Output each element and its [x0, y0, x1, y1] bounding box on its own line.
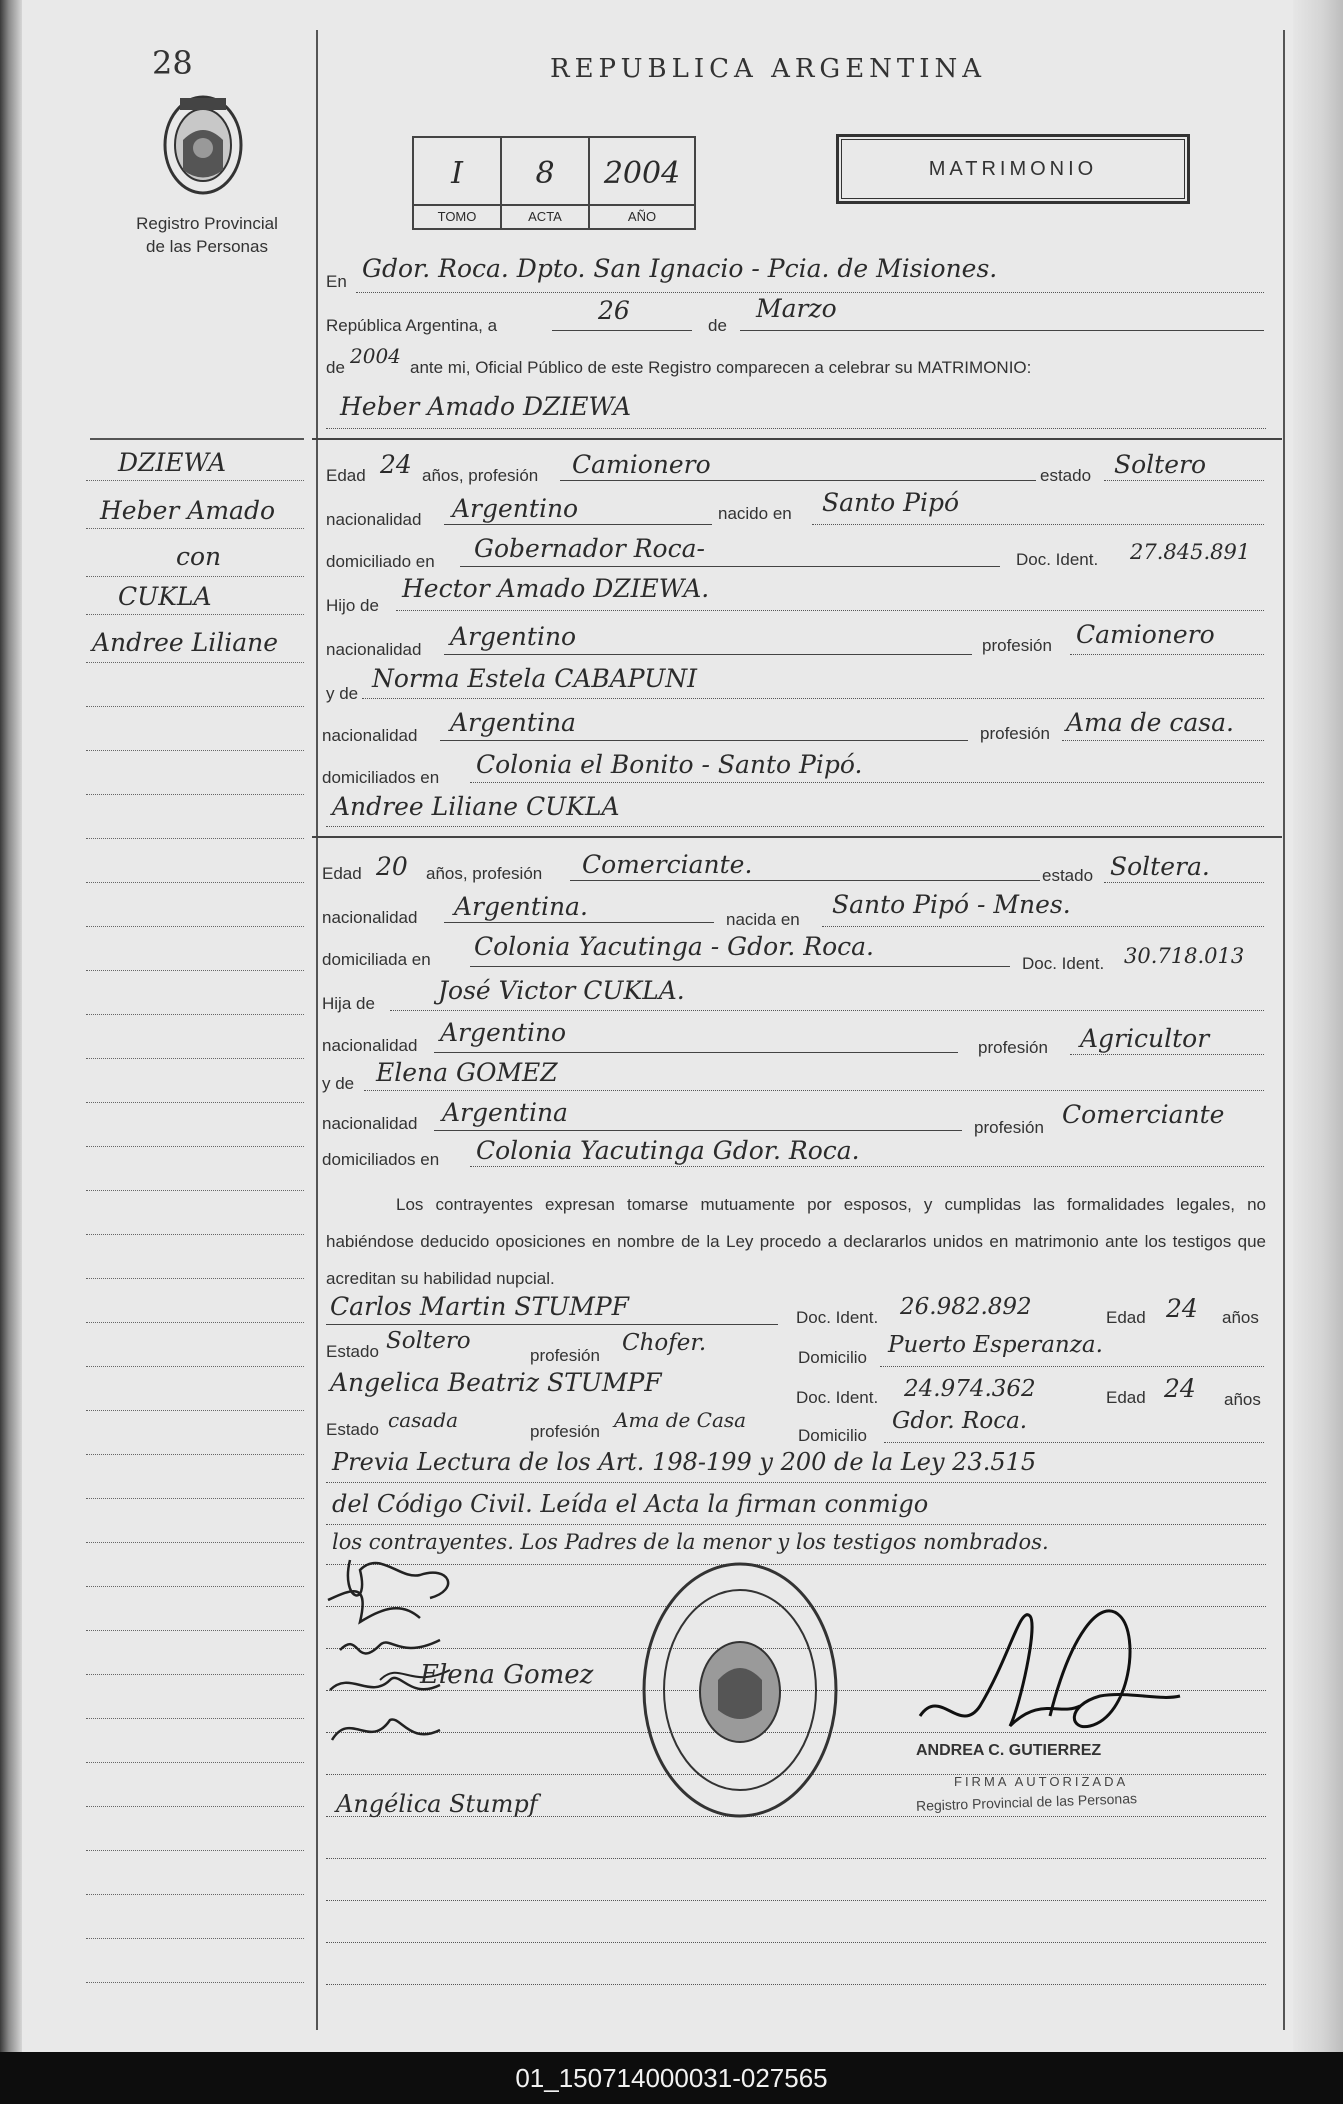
fill-line [1070, 1054, 1264, 1055]
section-rule [312, 836, 1282, 838]
bride-father-nat: Argentino [440, 1018, 567, 1047]
acta-label: ACTA [502, 204, 588, 228]
witness1-estado: Soltero [386, 1328, 471, 1354]
witness1-prof: Chofer. [622, 1330, 707, 1356]
groom-nacido-label: nacido en [718, 504, 792, 523]
gomez-signature: Elena Gomez [420, 1660, 594, 1690]
binding-edge [0, 0, 22, 2052]
groom-father-prof-label: profesión [982, 636, 1052, 655]
fill-line [434, 1052, 958, 1053]
ano-value: 2004 [603, 156, 681, 191]
witness2-prof-label: profesión [530, 1422, 600, 1441]
witness2-dom: Gdor. Roca. [892, 1408, 1028, 1434]
fill-line [326, 1942, 1266, 1943]
groom-profession: Camionero [572, 450, 711, 479]
bride-mother-prof: Comerciante [1062, 1100, 1225, 1129]
coat-of-arms-icon [158, 90, 248, 200]
fill-line [326, 1324, 778, 1325]
groom-profesion-label: años, profesión [422, 466, 539, 485]
groom-father-nat-label: nacionalidad [326, 640, 422, 659]
fill-line [326, 1482, 1266, 1483]
witness1-dom: Puerto Esperanza. [888, 1332, 1103, 1358]
angelica-signature: Angélica Stumpf [336, 1790, 538, 1818]
fill-line [326, 1524, 1266, 1525]
margin-line [86, 1014, 304, 1015]
officer-caption: FIRMA AUTORIZADA [954, 1774, 1129, 1789]
bride-birthplace: Santo Pipó - Mnes. [832, 890, 1071, 919]
margin-line [86, 528, 304, 529]
margin-line [86, 1410, 304, 1411]
declaration-text: Los contrayentes expresan tomarse mutuamente por esposos, y cumplidas las formalidades legales, no habiéndose deducido oposiciones en nombre de la Ley procedo a declararlos unidos en matrimonio ante los testigos que acreditan su habilidad nupcial. [326, 1195, 1266, 1288]
groom-estado: Soltero [1114, 450, 1207, 479]
margin-line [86, 576, 304, 577]
margin-line [86, 838, 304, 839]
witness1-dom-label: Domicilio [798, 1348, 867, 1367]
registry-name: Registro Provincial de las Personas [136, 214, 278, 256]
groom-mother-nat-label: nacionalidad [322, 726, 418, 745]
margin-line [86, 706, 304, 707]
margin-line [86, 1454, 304, 1455]
ano-cell [590, 138, 694, 228]
margin-line [86, 926, 304, 927]
groom-doc-label: Doc. Ident. [1016, 550, 1099, 569]
fill-line [356, 292, 1264, 293]
acta-value: 8 [535, 156, 555, 191]
closing-line3: los contrayentes. Los Padres de la menor y los testigos nombrados. [332, 1530, 1049, 1554]
bride-dom-label: domiciliada en [322, 950, 431, 969]
fill-line [740, 330, 1264, 331]
margin-line [86, 1938, 304, 1939]
country-title: REPUBLICA ARGENTINA [550, 54, 987, 84]
en-label: En [326, 272, 347, 291]
fill-line [390, 1010, 1264, 1011]
margin-line [86, 970, 304, 971]
bride-father: José Victor CUKLA. [438, 976, 685, 1005]
fill-line [470, 966, 1010, 967]
margin-line [86, 1278, 304, 1279]
margin-line [86, 882, 304, 883]
fill-line [444, 654, 972, 655]
tomo-cell [414, 138, 502, 228]
fill-line [440, 740, 968, 741]
ante-label: ante mi, Oficial Público de este Registro comparecen a celebrar su MATRIMONIO: [410, 358, 1032, 377]
fill-line [884, 1442, 1264, 1443]
witness2-estado-label: Estado [326, 1420, 379, 1439]
bride-estado-label: estado [1042, 866, 1094, 885]
margin-line [86, 750, 304, 751]
groom-parents-dom-label: domiciliados en [322, 768, 440, 787]
officer-name: ANDREA C. GUTIERREZ [916, 1742, 1102, 1759]
ano-label: AÑO [590, 204, 694, 228]
bride-doc-label: Doc. Ident. [1022, 954, 1105, 973]
groom-mother-nat: Argentina [450, 708, 576, 737]
witness1-name: Carlos Martin STUMPF [330, 1292, 629, 1321]
de-year-label: de [326, 358, 345, 377]
witness2-edad-label: Edad [1106, 1388, 1146, 1407]
fill-line [560, 480, 1036, 481]
groom-hijo-label: Hijo de [326, 596, 379, 615]
fill-line [362, 698, 1264, 699]
officer-signature-icon [900, 1596, 1200, 1746]
witness1-doc-label: Doc. Ident. [796, 1308, 879, 1327]
year-value: 2004 [350, 344, 401, 368]
fill-line [880, 1366, 1264, 1367]
fill-line [434, 1130, 962, 1131]
fill-line [1104, 480, 1264, 481]
bride-doc: 30.718.013 [1124, 944, 1245, 968]
file-id-footer: 01_150714000031-027565 [515, 2063, 828, 2093]
groom-dom-label: domiciliado en [326, 552, 435, 571]
groom-nat-label: nacionalidad [326, 510, 422, 529]
groom-full-name: Heber Amado DZIEWA [340, 392, 632, 421]
fill-line [396, 610, 1264, 611]
groom-mother-prof: Ama de casa. [1066, 708, 1234, 737]
margin-line [86, 1498, 304, 1499]
margin-line [86, 1982, 304, 1983]
bride-mother-prof-label: profesión [974, 1118, 1044, 1137]
margin-surname2: CUKLA [118, 582, 212, 611]
bride-father-prof: Agricultor [1080, 1024, 1210, 1053]
witness2-doc-label: Doc. Ident. [796, 1388, 879, 1407]
bride-father-prof-label: profesión [978, 1038, 1048, 1057]
witness1-edad-label: Edad [1106, 1308, 1146, 1327]
bride-yde-label: y de [322, 1074, 355, 1093]
margin-line [86, 1190, 304, 1191]
right-border [1283, 30, 1285, 2030]
margin-line [86, 794, 304, 795]
month-value: Marzo [756, 294, 837, 323]
folio-number: 28 [152, 44, 193, 82]
tomo-value: I [451, 156, 463, 191]
officer-org: Registro Provincial de las Personas [915, 1790, 1138, 1814]
fill-line [326, 1984, 1266, 1985]
margin-rule [90, 438, 304, 440]
de-label: de [708, 316, 727, 335]
bride-nacida-label: nacida en [726, 910, 800, 929]
margin-given1: Heber Amado [100, 496, 276, 525]
bride-nationality: Argentina. [454, 892, 588, 921]
bride-domicile: Colonia Yacutinga - Gdor. Roca. [474, 932, 874, 961]
bride-profession: Comerciante. [582, 850, 753, 879]
official-seal-icon [640, 1560, 840, 1820]
fill-line [1062, 740, 1264, 741]
bride-estado: Soltera. [1110, 852, 1210, 881]
fill-line [552, 330, 692, 331]
groom-birthplace: Santo Pipó [822, 488, 960, 517]
bride-mother: Elena GOMEZ [376, 1058, 558, 1087]
groom-parents-dom: Colonia el Bonito - Santo Pipó. [476, 750, 863, 779]
witness2-name: Angelica Beatriz STUMPF [330, 1368, 662, 1397]
groom-domicile: Gobernador Roca- [474, 534, 705, 563]
fill-line [470, 782, 1264, 783]
margin-con: con [176, 542, 222, 571]
margin-line [86, 1630, 304, 1631]
bride-age: 20 [376, 852, 408, 881]
margin-surname1: DZIEWA [118, 448, 227, 477]
bride-parents-dom: Colonia Yacutinga Gdor. Roca. [476, 1136, 860, 1165]
margin-line [86, 1234, 304, 1235]
closing-line2: del Código Civil. Leída el Acta la firman conmigo [332, 1490, 929, 1518]
witness2-dom-label: Domicilio [798, 1426, 867, 1445]
margin-line [86, 662, 304, 663]
bride-mother-nat: Argentina [442, 1098, 568, 1127]
groom-father: Hector Amado DZIEWA. [402, 574, 710, 603]
margin-line [86, 1806, 304, 1807]
groom-mother: Norma Estela CABAPUNI [372, 664, 698, 693]
margin-line [86, 1586, 304, 1587]
witness1-anos-label: años [1222, 1308, 1259, 1327]
groom-father-prof: Camionero [1076, 620, 1215, 649]
bride-mother-nat-label: nacionalidad [322, 1114, 418, 1133]
bride-parents-dom-label: domiciliados en [322, 1150, 440, 1169]
fill-line [444, 922, 714, 923]
bride-full-name: Andree Liliane CUKLA [332, 792, 620, 821]
margin-line [86, 1058, 304, 1059]
margin-line [86, 614, 304, 615]
witness2-anos-label: años [1224, 1390, 1261, 1409]
margin-line [86, 1894, 304, 1895]
fill-line [570, 880, 1040, 881]
bride-hija-label: Hija de [322, 994, 375, 1013]
place-value: Gdor. Roca. Dpto. San Ignacio - Pcia. de Misiones. [362, 254, 998, 283]
margin-line [86, 1542, 304, 1543]
section-rule [312, 438, 1282, 440]
margin-line [86, 1102, 304, 1103]
groom-father-nat: Argentino [450, 622, 577, 651]
groom-doc: 27.845.891 [1130, 540, 1251, 564]
fill-line [326, 1900, 1266, 1901]
margin-line [86, 1850, 304, 1851]
day-value: 26 [598, 296, 630, 325]
bride-edad-label: Edad [322, 864, 362, 883]
groom-yde-label: y de [326, 684, 359, 703]
witness2-prof: Ama de Casa [614, 1408, 747, 1432]
margin-line [86, 480, 304, 481]
fill-line [444, 524, 712, 525]
tomo-label: TOMO [414, 204, 500, 228]
witness1-doc: 26.982.892 [900, 1294, 1032, 1320]
bride-profesion-label: años, profesión [426, 864, 543, 883]
fill-line [822, 926, 1264, 927]
witness1-age: 24 [1166, 1294, 1198, 1323]
fill-line [326, 428, 1266, 429]
fill-line [812, 524, 1264, 525]
witness2-estado: casada [388, 1408, 459, 1432]
fill-line [326, 1858, 1266, 1859]
bride-nat-label: nacionalidad [322, 908, 418, 927]
margin-line [86, 1762, 304, 1763]
groom-mother-prof-label: profesión [980, 724, 1050, 743]
fill-line [470, 1166, 1264, 1167]
groom-edad-label: Edad [326, 466, 366, 485]
bride-father-nat-label: nacionalidad [322, 1036, 418, 1055]
witness1-prof-label: profesión [530, 1346, 600, 1365]
act-number-box [412, 136, 696, 230]
margin-line [86, 1322, 304, 1323]
acta-cell [502, 138, 590, 228]
closing-line1: Previa Lectura de los Art. 198-199 y 200 de la Ley 23.515 [332, 1448, 1037, 1476]
witness2-doc: 24.974.362 [904, 1376, 1036, 1402]
page-edge [1293, 0, 1343, 2052]
witness2-age: 24 [1164, 1374, 1196, 1403]
margin-line [86, 1718, 304, 1719]
witness1-estado-label: Estado [326, 1342, 379, 1361]
act-type-box: MATRIMONIO [836, 134, 1190, 204]
groom-estado-label: estado [1040, 466, 1092, 485]
margin-line [86, 1366, 304, 1367]
margin-line [86, 1674, 304, 1675]
groom-nationality: Argentino [452, 494, 579, 523]
fill-line [326, 826, 1264, 827]
fill-line [1104, 882, 1264, 883]
margin-given2: Andree Liliane [92, 628, 279, 657]
republica-label: República Argentina, a [326, 316, 498, 335]
fill-line [460, 566, 1000, 567]
margin-line [86, 1146, 304, 1147]
fill-line [1070, 654, 1264, 655]
fill-line [364, 1090, 1264, 1091]
groom-age: 24 [380, 450, 412, 479]
